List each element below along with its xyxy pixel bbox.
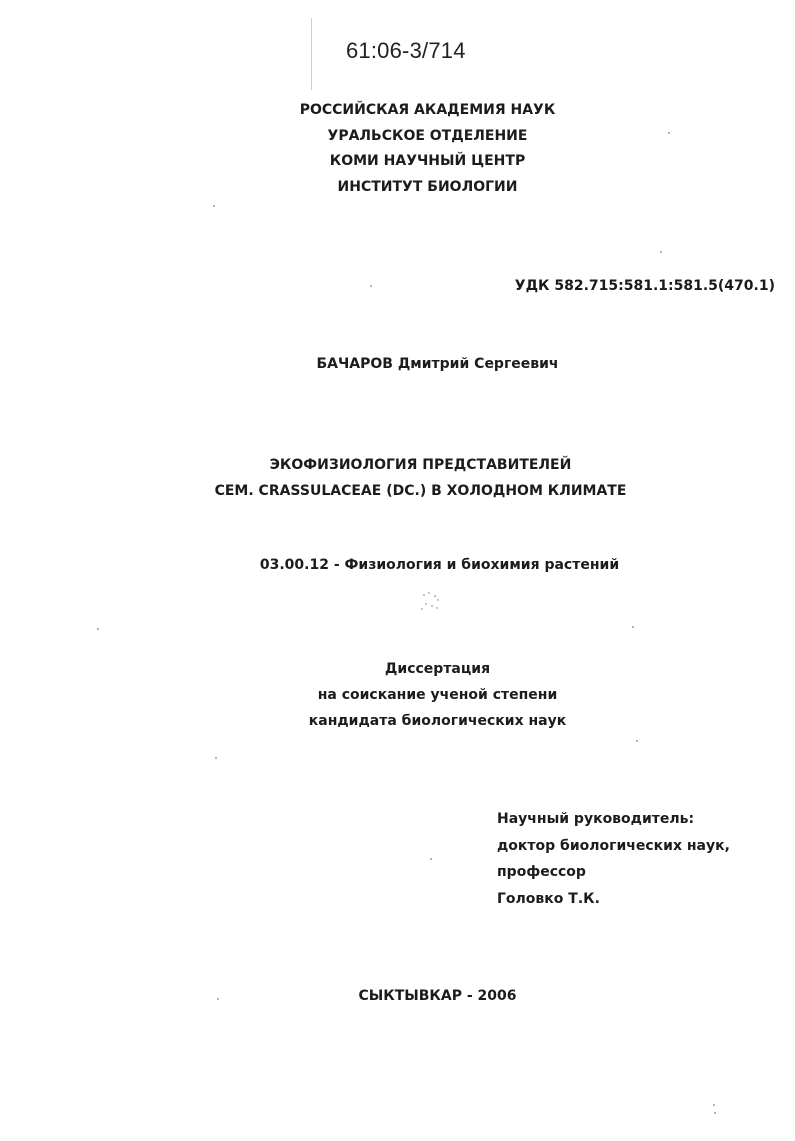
- scan-artifact-mark: [420, 590, 442, 612]
- scan-speck: [217, 998, 219, 1000]
- degree-line: кандидата биологических наук: [308, 713, 567, 729]
- scan-speck: [430, 858, 432, 860]
- specialty-text: 03.00.12 - Физиология и биохимия растений: [259, 557, 620, 573]
- udk-code: УДК 582.715:581.1:581.5(470.1): [514, 278, 775, 294]
- organization-line: КОМИ НАУЧНЫЙ ЦЕНТР: [329, 153, 526, 169]
- scan-speck: [370, 285, 372, 287]
- dissertation-title: [23, 452, 795, 504]
- organization-block: [30, 98, 795, 200]
- organization-line: УРАЛЬСКОЕ ОТДЕЛЕНИЕ: [327, 127, 528, 144]
- scan-margin-line: [311, 18, 312, 90]
- degree-line: Диссертация: [384, 661, 491, 677]
- author-name-text: БАЧАРОВ Дмитрий Сергеевич: [316, 356, 559, 372]
- archive-code: 61:06-3/714: [346, 38, 466, 63]
- scan-speck: [636, 740, 638, 742]
- title-line: ЭКОФИЗИОЛОГИЯ ПРЕДСТАВИТЕЛЕЙ: [269, 457, 572, 473]
- supervisor-line: доктор биологических наук,: [497, 837, 730, 854]
- specialty-code: [42, 555, 795, 575]
- scan-speck: [215, 757, 217, 759]
- scan-speck: [713, 1104, 715, 1106]
- degree-line: на соискание ученой степени: [317, 687, 558, 703]
- scan-speck: [213, 205, 215, 207]
- scan-speck: [660, 251, 662, 253]
- supervisor-line: профессор: [497, 864, 586, 880]
- author-name: [40, 354, 795, 374]
- organization-line: РОССИЙСКАЯ АКАДЕМИЯ НАУК: [299, 102, 556, 118]
- scan-speck: [97, 628, 99, 630]
- scan-speck: [632, 626, 634, 628]
- supervisor-line: Головко Т.К.: [497, 890, 600, 907]
- organization-line: ИНСТИТУТ БИОЛОГИИ: [337, 178, 518, 195]
- title-line: СЕМ. CRASSULACEAE (DC.) В ХОЛОДНОМ КЛИМАТЕ: [214, 483, 627, 499]
- supervisor-block: [497, 806, 730, 912]
- supervisor-line: Научный руководитель:: [497, 811, 695, 827]
- scan-speck: [668, 132, 670, 134]
- city-year: [40, 986, 795, 1006]
- scan-speck: [714, 1112, 716, 1114]
- degree-statement: [40, 656, 795, 734]
- city-year-text: СЫКТЫВКАР - 2006: [358, 988, 517, 1004]
